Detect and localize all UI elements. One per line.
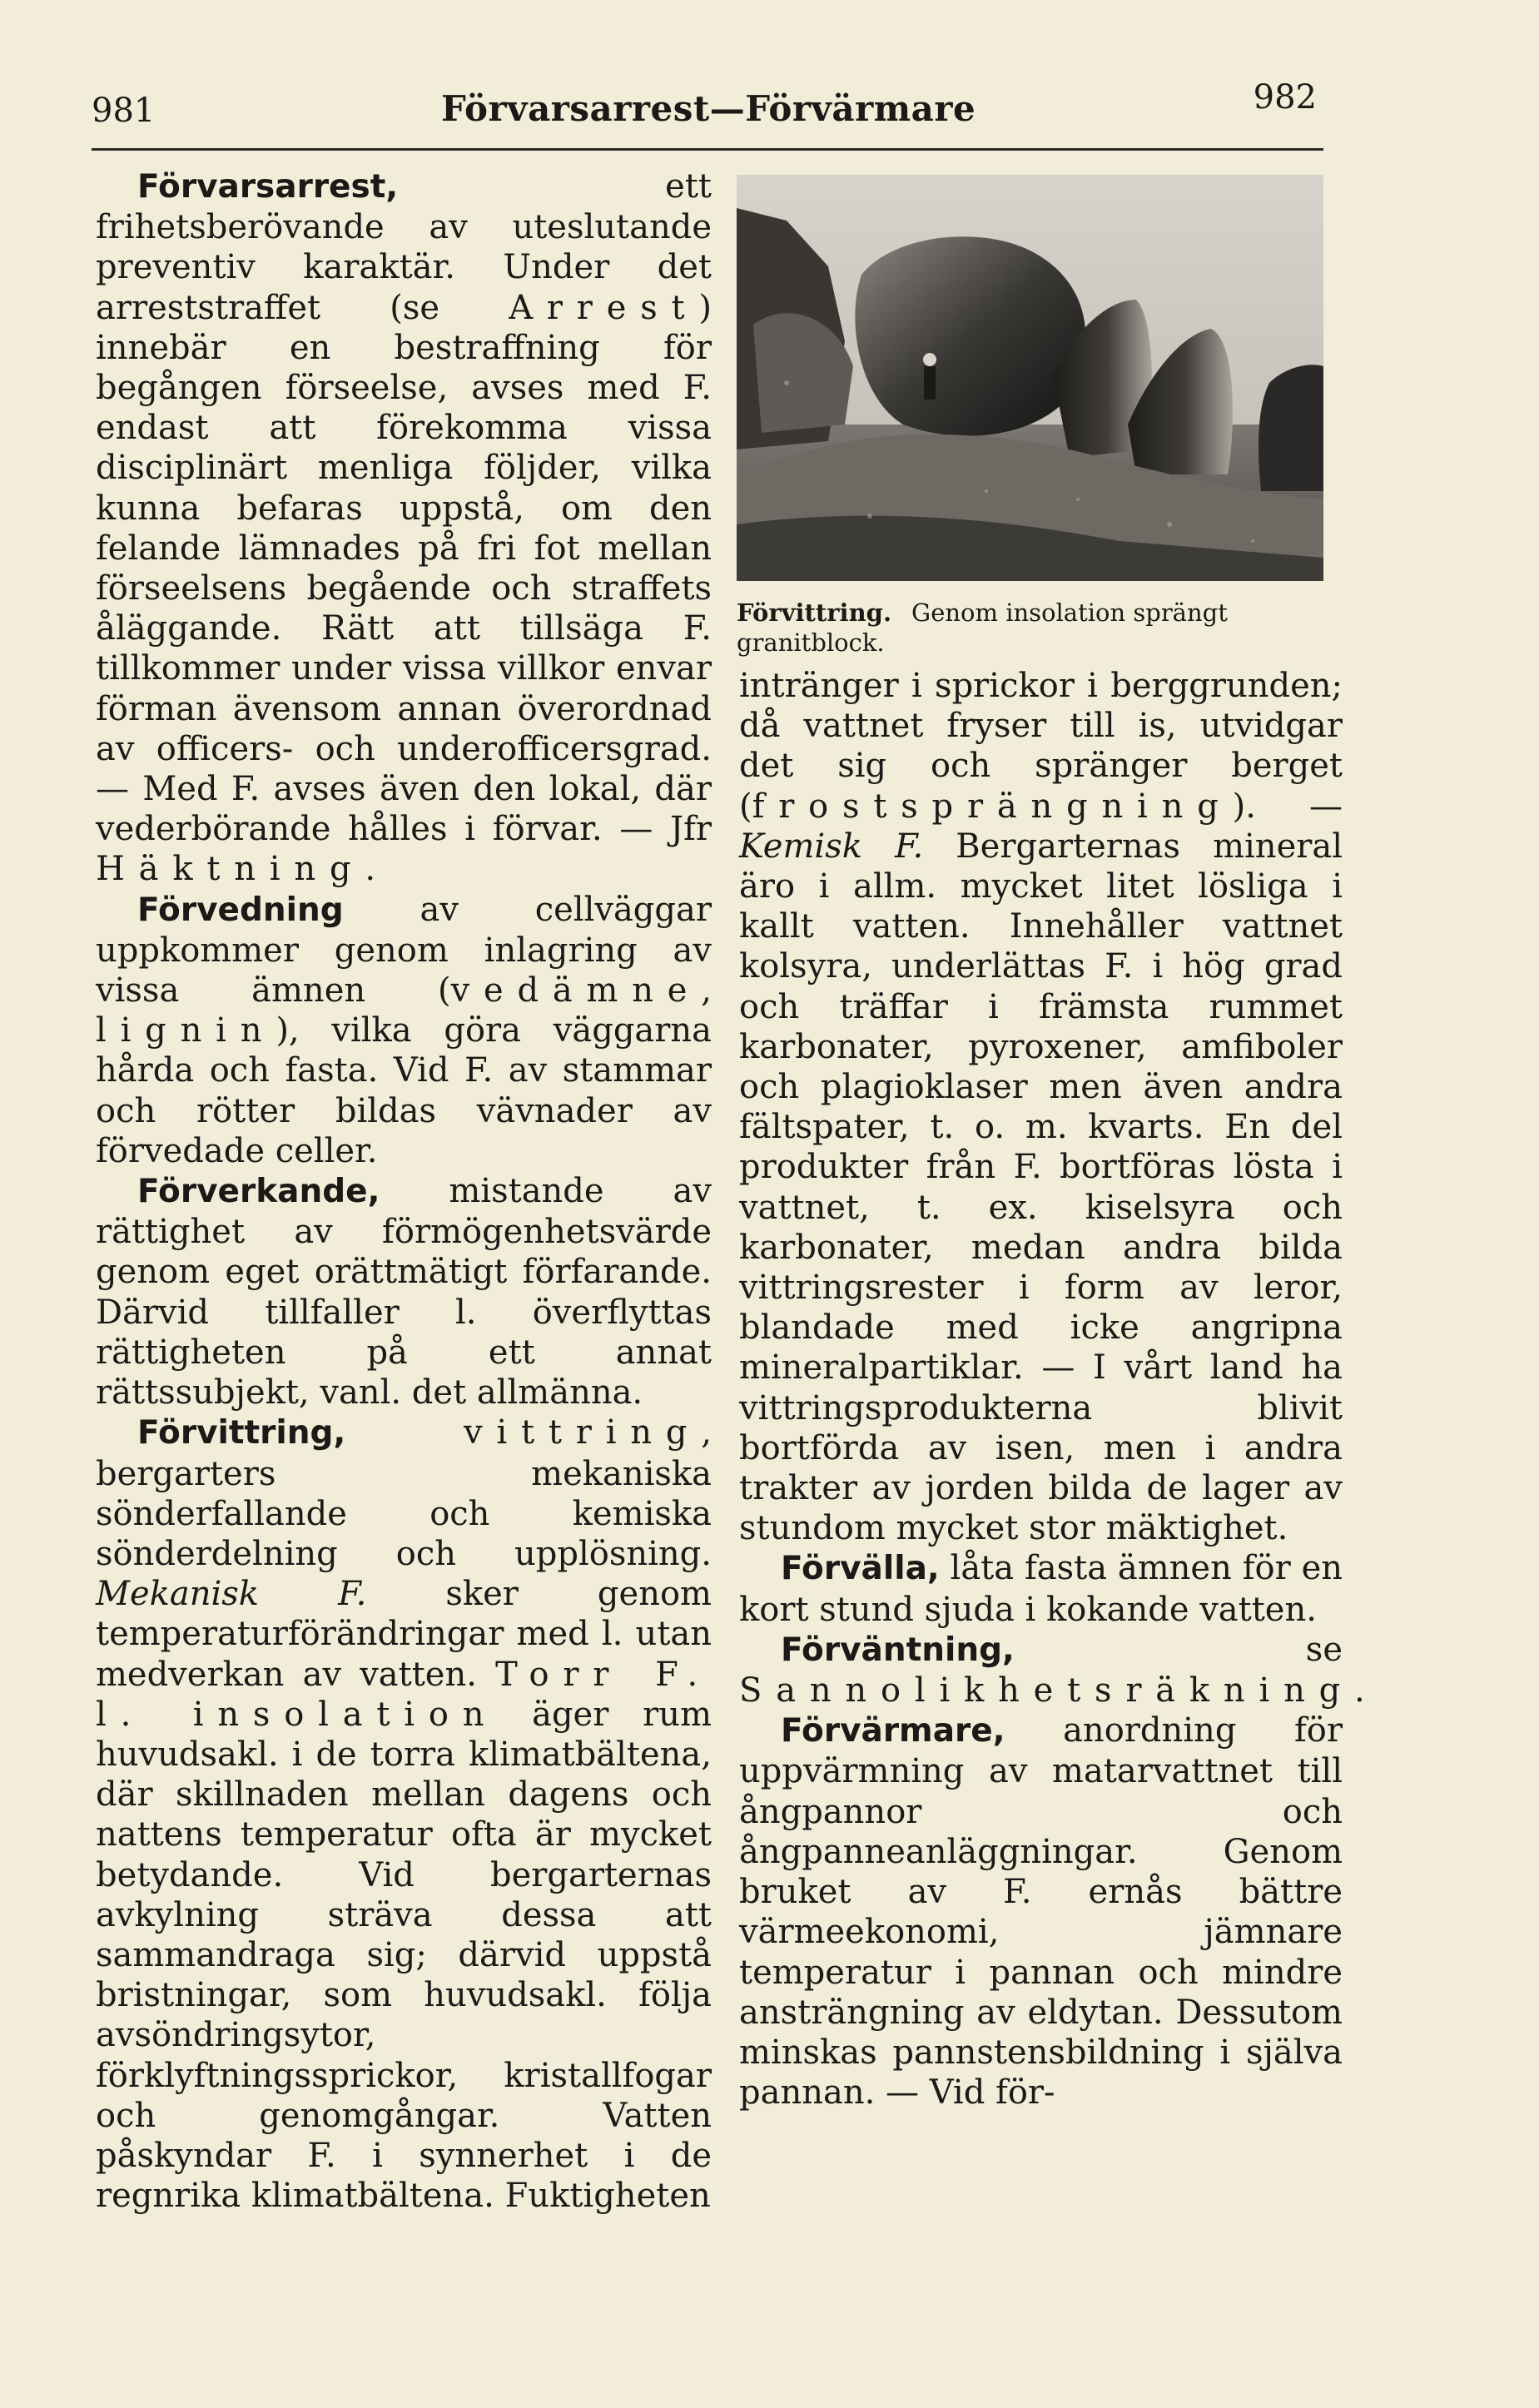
headword: Förvittring,: [137, 1414, 346, 1452]
headword: Förvälla,: [781, 1550, 940, 1588]
figure-caption: [737, 598, 1336, 658]
page-header: [92, 73, 1325, 148]
cross-reference: Arrest: [509, 288, 699, 327]
entry-forvittring-continued: intränger i sprickor i berggrunden; då vattnet fryser till is, utvidgar det sig och spränger berget (frostsprängning). — Kemisk F. Bergarternas mineral äro i allm. mycket litet lösliga i kallt vatten. Innehåller vattnet kolsyra, underlättas F. i hög grad och träffar i främsta rummet karbonater, pyroxener, amfiboler och plagioklaser men även andra fältspater, t. o. m. kvarts. En del produkter från F. bortföras lösta i vattnet, t. ex. kiselsyra och karbonater, medan andra bilda vittringsrester i form av leror, blandade med icke angripna mineralpartiklar. — I vårt land ha vittringsprodukterna blivit bortförda av isen, men i andra trakter av jorden bilda de lager av stundom mycket stor mäktighet.: [739, 667, 1343, 1548]
headword: Förvärmare,: [781, 1712, 1005, 1750]
entry-forvalla: Förvälla, låta fasta ämnen för en kort stund sjuda i kokande vatten.: [739, 1549, 1343, 1629]
headword: Förvedning: [137, 891, 344, 929]
entry-forvittring: Förvittring, vittring, bergarters mekaniska sönderfallande och kemiska sönderdelning och upplösning. Mekanisk F. sker genom temperaturförändringar med l. utan medverkan av vatten. Torr F. l. insolation äger rum huvudsakl. i de torra klimatbältena, där skillnaden mellan dagens och nattens temperatur ofta är mycket betydande. Vid bergarternas avkylning sträva dessa att sammandraga sig; därvid uppstå bristningar, som huvudsakl. följa avsöndringsytor, förklyftningssprickor, kristallfogar och genomgångar. Vatten påskyndar F. i synnerhet i de regnrika klimatbältena. Fuktigheten: [96, 1413, 712, 2216]
left-column: [96, 166, 712, 2216]
entry-forvarsarrest: Förvarsarrest, ett frihetsberövande av uteslutande preventiv karaktär. Under det arreststraffet (se Arrest) innebär en bestraffning för begången förseelse, avses med F. endast att förekomma vissa disciplinärt menliga följder, vilka kunna befaras uppstå, om den felande lämnades på fri fot mellan förseelsens begående och straffets åläggande. Rätt att tillsäga F. tillkommer under vissa villkor envar förman ävensom annan överordnad av officers- och underofficersgrad. — Med F. avses även den lokal, där vederbörande hålles i förvar. — Jfr Häktning.: [96, 167, 712, 889]
page-number-right: 982: [1253, 78, 1317, 117]
cross-reference: Häktning: [96, 850, 365, 889]
headword: Förverkande,: [137, 1173, 380, 1211]
caption-text: Genom insolation sprängt granitblock.: [737, 598, 1228, 657]
entry-forvedning: Förvedning av cellväggar uppkommer genom inlagring av vissa ämnen (vedämne, lignin), vilka göra väggarna hårda och fasta. Vid F. av stammar och rötter bildas vävnader av förvedade celler.: [96, 890, 712, 1170]
running-title: Förvarsarrest—Förvärmare: [441, 88, 976, 129]
headword: Förvarsarrest,: [137, 168, 399, 206]
entry-forverkande: Förverkande, mistande av rättighet av förmögenhetsvärde genom eget orättmätigt förfarande. Därvid tillfaller l. överflyttas rättigheten på ett annat rättssubjekt, vanl. det allmänna.: [96, 1172, 712, 1413]
granite-boulders-image: [737, 175, 1323, 581]
headword: Förväntning,: [781, 1631, 1015, 1669]
header-rule: [92, 148, 1323, 151]
right-column: [739, 666, 1365, 2113]
page-number-left: 981: [92, 92, 156, 130]
cross-reference: Sannolikhetsräkning: [739, 1671, 1355, 1710]
caption-label: Förvittring.: [737, 598, 892, 627]
entry-forvantning: Förväntning, se Sannolikhetsräkning.: [739, 1630, 1365, 1710]
entry-forvarmare: Förvärmare, anordning för uppvärmning av matarvattnet till ångpannor och ångpanneanläggningar. Genom bruket av F. ernås bättre värmeekonomi, jämnare temperatur i pannan och mindre ansträngning av eldytan. Dessutom minskas pannstensbildning i själva pannan. — Vid för-: [739, 1711, 1343, 2113]
photo-granite-block: [737, 175, 1323, 581]
